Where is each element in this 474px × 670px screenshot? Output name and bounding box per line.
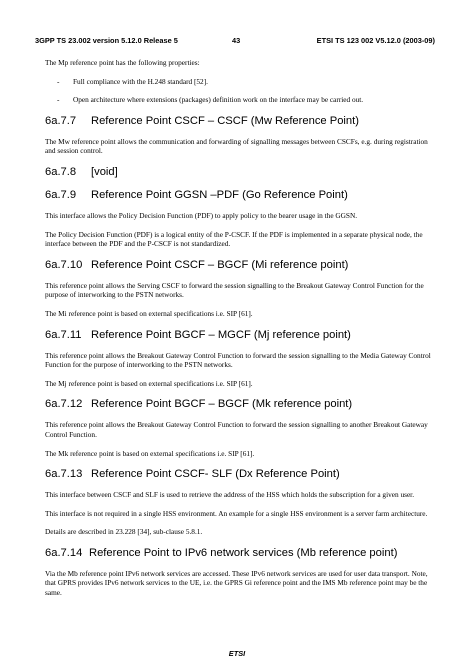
- section-paragraph: This interface allows the Policy Decision Function (PDF) to apply policy to the bearer usage in the GGSN.: [45, 210, 358, 220]
- section-heading: [45, 258, 440, 272]
- section-number: 6a.7.10: [45, 258, 83, 271]
- section-title: Reference Point BGCF – BGCF (Mk reference point): [91, 398, 353, 411]
- intro-paragraph: The Mp reference point has the following properties:: [45, 58, 200, 67]
- section-paragraph: This reference point allows the Serving CSCF to forward the session signalling to the Breakout Gateway Control Function for the purpose of interworking to the PSTN networks.: [45, 280, 424, 300]
- section-paragraph: The Mj reference point is based on external specifications i.e. SIP [61].: [45, 378, 253, 388]
- list-item: [45, 95, 440, 105]
- document-body: [45, 58, 440, 607]
- section-paragraph: Details are described in 23.228 [34], sub-clause 5.8.1.: [45, 527, 203, 537]
- section-paragraph: The Policy Decision Function (PDF) is a logical entity of the P-CSCF. If the PDF is implemented in a separate physical node, the interface between the PDF and the P-CSCF is not standardized.: [45, 229, 423, 249]
- header-spec-version: 3GPP TS 23.002 version 5.12.0 Release 5: [35, 36, 178, 45]
- section-title: Reference Point to IPv6 network services (Mb reference point): [89, 546, 398, 559]
- section-number: 6a.7.13: [45, 468, 83, 481]
- section-heading: [45, 188, 440, 202]
- list-item-text: Full compliance with the H.248 standard [52].: [73, 76, 208, 86]
- list-item: [45, 77, 440, 87]
- section-paragraph: This reference point allows the Breakout Gateway Control Function to forward the session signalling to the Media Gateway Control Function for the purpose of interworking to the PSTN networks.: [45, 350, 431, 370]
- section-paragraph: The Mk reference point is based on external specifications i.e. SIP [61].: [45, 448, 255, 458]
- section-paragraph: This interface between CSCF and SLF is used to retrieve the address of the HSS which holds the subscription for a given user.: [45, 490, 415, 500]
- dash-bullet: -: [57, 76, 60, 86]
- section-heading: [45, 165, 440, 179]
- section-paragraph: The Mw reference point allows the communication and forwarding of signalling messages between CSCFs, e.g. during registration and session control.: [45, 136, 428, 156]
- section-number: 6a.7.12: [45, 398, 83, 411]
- section-title: Reference Point CSCF – BGCF (Mi reference point): [91, 258, 349, 271]
- list-item-text: Open architecture where extensions (packages) definition work on the interface may be carried out.: [73, 95, 364, 105]
- section-heading: [45, 546, 440, 560]
- section-heading: [45, 114, 440, 128]
- section-heading: [45, 328, 440, 342]
- property-list: [45, 77, 440, 105]
- section-paragraph: Via the Mb reference point IPv6 network services are accessed. These IPv6 network services are used for user data transport. Note, that GPRS provides IPv6 network services to the UE, i.e. the GPRS Gi reference point and the IMS Mb reference point may be the same.: [45, 568, 428, 598]
- section-title: Reference Point CSCF – CSCF (Mw Reference Point): [91, 114, 359, 127]
- header-page-number: 43: [232, 36, 241, 45]
- section-number: 6a.7.9: [45, 188, 77, 201]
- section-title: Reference Point BGCF – MGCF (Mj reference point): [91, 328, 351, 341]
- section-paragraph: This reference point allows the Breakout Gateway Control Function to forward the session signalling to another Breakout Gateway Control Function.: [45, 420, 428, 439]
- section-title: Reference Point CSCF- SLF (Dx Reference Point): [91, 468, 340, 481]
- section-title: [void]: [91, 165, 118, 178]
- section-number: 6a.7.7: [45, 114, 77, 127]
- section-title: Reference Point GGSN –PDF (Go Reference Point): [91, 188, 348, 201]
- section-number: 6a.7.8: [45, 165, 77, 178]
- section-number: 6a.7.14: [45, 546, 83, 559]
- dash-bullet: -: [57, 95, 60, 105]
- header-etsi-reference: ETSI TS 123 002 V5.12.0 (2003-09): [316, 36, 435, 45]
- footer-etsi: ETSI: [228, 649, 246, 658]
- section-paragraph: The Mi reference point is based on external specifications i.e. SIP [61].: [45, 308, 253, 318]
- section-number: 6a.7.11: [45, 328, 82, 341]
- section-paragraph: This interface is not required in a single HSS environment. An example for a single HSS environment is a server farm architecture.: [45, 508, 428, 518]
- section-heading: [45, 467, 440, 481]
- section-heading: [45, 397, 440, 411]
